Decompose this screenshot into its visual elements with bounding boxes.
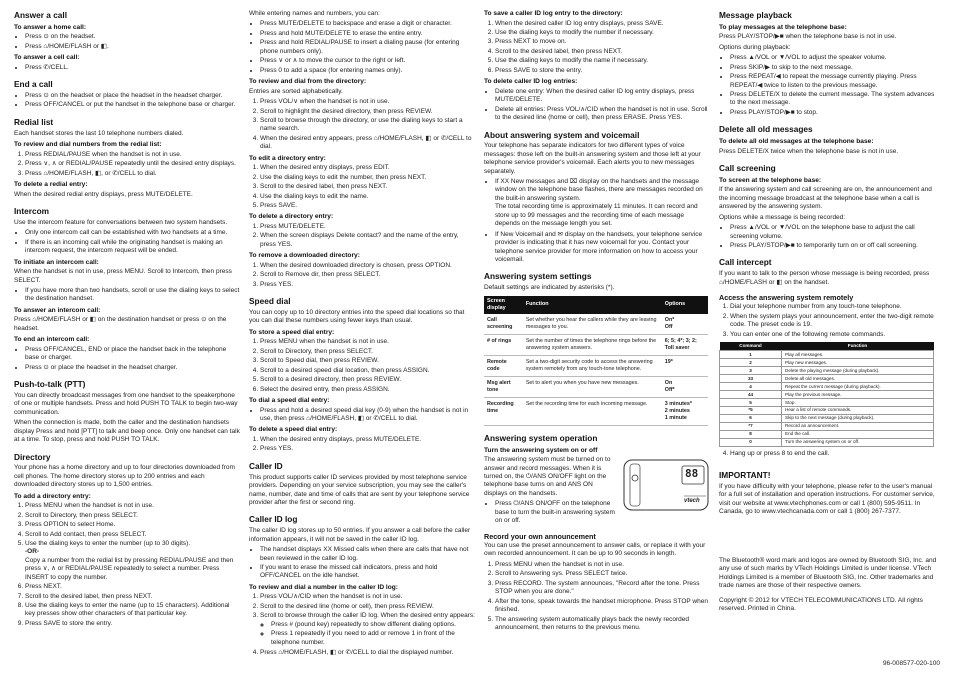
table-cell: Msg alert tone [484, 376, 523, 397]
list-item: 7. Scroll to the desired label, then press NEXT. [25, 593, 240, 601]
answer-home-subheading: To answer a home call: [14, 23, 87, 31]
delete-dir-steps [249, 223, 475, 249]
turn-onoff-subheading: Turn the answering system on or off [484, 446, 598, 454]
list-item: 1. Press VOL/∧/CID when the handset is not in use. [260, 593, 475, 601]
list-item: • Press ⏻/ANS ON/OFF on the telephone base to turn the built-in answering system on or off. [495, 500, 710, 525]
settings-table [484, 296, 708, 426]
redial-delete-subheading: To delete a redial entry: [14, 180, 88, 188]
list-item: 2. When the screen displays Delete contact? and the name of the entry, press YES. [260, 232, 475, 249]
list-item [495, 178, 710, 229]
turn-onoff-text: The answering system must be turned on to answer and record messages. When it is turned on, the ⏻/ANS ON/OFF light on the telephone base turns on and ANS ON displays on the handsets. [484, 456, 611, 497]
edit-dir-subheading: To edit a directory entry: [249, 154, 326, 162]
list-item: 1. Press MENU when the handset is not in use. [495, 561, 710, 569]
table-cell: Hear a list of remote commands. [782, 406, 934, 414]
list-item: 1. Dial your telephone number from any touch-tone telephone. [730, 303, 941, 311]
edit-dir-steps [249, 164, 475, 210]
table-cell: Repeat the current message (during playback). [782, 383, 934, 391]
intercept-text: If you want to talk to the person whose message is being recorded, press ⌂/HOME/FLASH or ◧ on the handset. [719, 270, 930, 286]
entering-list [249, 20, 475, 75]
table-cell: 6; 5; 4*; 3; 2; Toll saver [662, 334, 708, 355]
list-item: 2. Scroll to highlight the desired directory, then press REVIEW. [260, 108, 475, 116]
directory-add-subheading: To add a directory entry: [14, 492, 91, 500]
screening-options [719, 224, 941, 250]
caller-id-log-heading: Caller ID log [249, 514, 298, 525]
voicemail-para: The total recording time is approximately 11 minutes. It can record and store up to 99 messages and the recording time of each message depends on the message length you set. [495, 203, 698, 228]
list-item: • Press ∨ or ∧ to move the cursor to the right or left. [260, 57, 475, 65]
intercom-answer-subheading: To answer an intercom call: [14, 306, 101, 314]
column-1 [14, 10, 240, 630]
important-text: If you have difficulty with your telephone, please refer to the user's manual for a full set of installation and operation instructions. For customer service, visit our website at www.vtechphones.com or call 1 (800) 595-9511. In Canada, go to www.vtechcanada.com or call 1 (800) 267-7377. [719, 483, 935, 516]
list-item: 3. Press NEXT to move on. [495, 38, 710, 46]
intercom-init-text: When the handset is not in use, press MENU. Scroll to Intercom, then press SELECT. [14, 268, 232, 284]
table-row [720, 406, 934, 414]
list-item: 4. When the desired entry appears, press ⌂/HOME/FLASH, ◧ or ✆/CELL to dial. [260, 135, 475, 152]
speed-delete-subheading: To delete a speed dial entry: [249, 426, 338, 434]
list-item: 5. Use the dialing keys to modify the name if necessary. [495, 57, 710, 65]
delete-cid-list [484, 88, 710, 123]
list-item: • Delete one entry: When the desired caller ID log entry displays, press MUTE/DELETE. [495, 88, 710, 105]
list-item: 6. Press SAVE to store the entry. [495, 67, 710, 75]
list-item: 3. Press OPTION to select Home. [25, 521, 240, 529]
table-row [720, 383, 934, 391]
list-item: 4. Press ⌂/HOME/FLASH, ◧ or ✆/CELL to dial the displayed number. [260, 649, 475, 657]
intercom-intro: Use the intercom feature for conversations between two system handsets. [14, 218, 228, 226]
bullet-text: If XX New messages and ⌧ display on the handsets and the message window on the telephone base flashes, there are messages recorded on the built-in answering system. [495, 178, 703, 202]
list-item: 5. Press SAVE. [260, 202, 475, 210]
list-item: 1. When the desired downloaded directory is chosen, press OPTION. [260, 262, 475, 270]
list-item: 1. Press REDIAL/PAUSE when the handset is not in use. [25, 151, 240, 159]
table-cell: *5 [720, 406, 782, 414]
list-item: 1. Press MUTE/DELETE. [260, 223, 475, 231]
list-item: • If you have more than two handsets, scroll or use the dialing keys to select the destination handset. [25, 287, 240, 304]
screening-heading: Call screening [719, 163, 776, 174]
brand-logo: vtech [684, 498, 700, 505]
list-item: • If there is an incoming call while the originating handset is making an intercom request, the intercom request will be ended. [25, 239, 240, 256]
voicemail-intro: Your telephone has separate indicators for two different types of voice messages: those left on the built-in answering system and those left at your telephone service provider's voicemail. Each alerts you to new messages separately. [484, 142, 701, 175]
list-item: 1. Press MENU when the handset is not in use. [260, 338, 475, 346]
table-header: Options [662, 296, 708, 314]
list-item: • If you want to erase the missed call indicators, press and hold OFF/CANCEL on the idle handset. [260, 564, 475, 581]
table-row [720, 399, 934, 407]
table-row [484, 397, 708, 425]
table-row [720, 430, 934, 438]
table-cell: 8 [720, 430, 782, 438]
table-row [720, 438, 934, 446]
list-item [260, 612, 475, 647]
list-item: 2. Scroll to Remove dir, then press SELECT. [260, 271, 475, 279]
announcement-steps [484, 561, 710, 633]
delete-dir-subheading: To delete a directory entry: [249, 213, 334, 221]
table-cell: On* Off [662, 314, 708, 335]
table-cell: End the call. [782, 430, 934, 438]
voicemail-bullets [484, 178, 710, 264]
list-item [25, 540, 240, 582]
list-item: 4. Scroll to Add contact, then press SELECT. [25, 531, 240, 539]
delete-old-subheading: To delete all old messages at the telephone base: [719, 138, 874, 146]
table-cell: Play the previous message. [782, 391, 934, 399]
intercom-init-subheading: To initiate an intercom call: [14, 258, 99, 266]
list-item: 2. Scroll to Directory, then press SELECT. [260, 348, 475, 356]
answer-cell-list [14, 64, 240, 72]
announcement-subheading: Record your own announcement [484, 531, 596, 541]
table-header: Function [523, 296, 662, 314]
table-cell: Play all messages. [782, 351, 934, 359]
column-2 [249, 10, 475, 659]
list-item: 2. When the system plays your announcement, enter the two-digit remote code. The preset code is 19. [730, 313, 941, 330]
screening-options-intro: Options while a message is being recorded: [719, 213, 846, 221]
table-header: Function [782, 342, 934, 350]
playback-heading: Message playback [719, 10, 792, 20]
list-item: 1. Press MENU when the handset is not in use. [25, 502, 240, 510]
list-item: 2. Use the dialing keys to edit the number, then press NEXT. [260, 174, 475, 182]
settings-heading: Answering system settings [484, 271, 592, 282]
caller-id-heading: Caller ID [249, 460, 283, 471]
list-item: • Press and hold MUTE/DELETE to erase the entire entry. [260, 30, 475, 38]
or-label: -OR- [25, 548, 40, 556]
answer-cell-subheading: To answer a cell call: [14, 54, 80, 62]
table-header: Screen display [484, 296, 523, 314]
table-cell: Recording time [484, 397, 523, 425]
playback-options-intro: Options during playback: [719, 43, 791, 51]
directory-add-steps [14, 502, 240, 628]
list-item: • Press and hold REDIAL/PAUSE to insert a dialing pause (for entering phone numbers only). [260, 39, 475, 56]
list-item: 2. Scroll to Answering sys. Press SELECT twice. [495, 570, 710, 578]
table-cell: Record an announcement. [782, 422, 934, 430]
review-dir-steps [249, 98, 475, 152]
table-cell: Set the recording time for each incoming message. [523, 397, 662, 425]
list-item: 3. Scroll to Speed dial, then press REVIEW. [260, 357, 475, 365]
table-row [484, 355, 708, 376]
table-header-row [720, 342, 934, 350]
entering-intro: While entering names and numbers, you can: [249, 10, 380, 17]
ptt-heading: Push-to-talk (PTT) [14, 379, 86, 390]
list-item: 1. When the desired caller ID log entry displays, press SAVE. [495, 20, 710, 28]
caller-id-intro: This product supports caller ID services provided by most telephone service providers. Depending on your service subscription, you may see the caller's name, number, date and time of calls that are sent by your telephone service provider after the first or second ring. [249, 473, 470, 506]
table-cell: Turn the answering system on or off. [782, 438, 934, 446]
list-item: 3. You can enter one of the following remote commands. [730, 331, 941, 339]
intercom-init-bullets [14, 287, 240, 304]
caller-id-log-intro: The caller ID log stores up to 50 entries. If you answer a call before the caller information appears, it will not be saved in the caller ID log. [249, 527, 471, 543]
redial-delete-text: When the desired redial entry displays, press MUTE/DELETE. [14, 190, 193, 198]
intercom-end-list [14, 346, 240, 372]
table-cell: 1 [720, 351, 782, 359]
telephone-base-illustration [622, 456, 710, 514]
table-cell: Delete all old messages. [782, 375, 934, 383]
table-cell: 4 [720, 383, 782, 391]
playback-text: Press PLAY/STOP/▶■ when the telephone base is not in use. [719, 33, 897, 41]
playback-subheading: To play messages at the telephone base: [719, 23, 847, 31]
directory-intro: Your phone has a home directory and up to four directories downloaded from cell phones. The home directory stores up to 200 entries and each downloaded directory stores up to 1,500 entries. [14, 464, 235, 489]
list-item: • Press DELETE/X to delete the current message. The system advances to the next message. [730, 91, 941, 108]
step-text: Scroll to browse through the caller ID log. When the desired entry appears: [260, 612, 475, 620]
list-item: 5. The answering system automatically plays back the newly recorded announcement, then returns to the previous menu. [495, 616, 710, 633]
list-item: 2. Press ∨, ∧ or REDIAL/PAUSE repeatedly until the desired entry displays. [25, 160, 240, 168]
remote-steps [719, 303, 941, 339]
list-item: • Press OFF/CANCEL, END or place the handset back in the telephone base or charger. [25, 346, 240, 363]
list-item: • Press ⊙ on the headset. [25, 33, 240, 41]
table-cell: Play new messages. [782, 359, 934, 367]
settings-intro: Default settings are indicated by asterisks (*). [484, 284, 615, 292]
remove-dl-subheading: To remove a downloaded directory: [249, 252, 360, 260]
review-dir-intro: Entries are sorted alphabetically. [249, 87, 343, 95]
list-item: 6. Press NEXT. [25, 583, 240, 591]
table-row [484, 334, 708, 355]
redial-review-subheading: To review and dial numbers from the redial list: [14, 141, 162, 149]
table-cell: Set to alert you when you have new messages. [523, 376, 662, 397]
table-header-row [484, 296, 708, 314]
table-cell: 19* [662, 355, 708, 376]
list-item: • Press ⌂/HOME/FLASH or ◧. [25, 43, 240, 51]
remote-subheading: Access the answering system remotely [719, 293, 854, 303]
delete-cid-subheading: To delete caller ID log entries: [484, 78, 578, 86]
screening-text: If the answering system and call screening are on, the announcement and the incoming message broadcast at the telephone base when a call is answered by the answering system. [719, 186, 932, 211]
list-item: • Press SKIP/▶ to skip to the next message. [730, 64, 941, 72]
ptt-para-2: When the connection is made, both the caller and the destination handsets display Press and hold [PTT] to talk and beep once. Only one handset can talk at a time. To stop, press and hold PUSH TO TALK. [14, 419, 240, 444]
list-item: • Press ▲/VOL or ▼/VOL to adjust the speaker volume. [730, 54, 941, 62]
table-row [720, 391, 934, 399]
operation-heading: Answering system operation [484, 432, 598, 443]
list-item: • Delete all entries: Press VOL/∧/CID when the handset is not in use. Scroll to the desired line (home or cell), then press ERASE. Press YES. [495, 106, 710, 123]
list-item: 6. Select the desired entry, then press ASSIGN. [260, 386, 475, 394]
bluetooth-trademark-text: The Bluetooth® word mark and logos are owned by Bluetooth SIG, Inc. and any use of such marks by VTech Holdings Limited is under license. VTech Holdings Limited is a member of Bluetooth SIG, Inc. Other trademarks and trade names are those of their respective owners. [719, 556, 937, 590]
list-item: 1. When the desired entry displays, press MUTE/DELETE. [260, 436, 475, 444]
cid-sub-list [260, 621, 475, 647]
list-item: • Press PLAY/STOP/▶■ to stop. [730, 109, 941, 117]
table-cell: Skip to the next message (during playback). [782, 414, 934, 422]
list-item: • Press PLAY/STOP/▶■ to temporarily turn on or off call screening. [730, 242, 941, 250]
playback-options [719, 54, 941, 117]
redial-heading: Redial list [14, 116, 54, 127]
remote-steps-end [719, 450, 941, 458]
remote-command-table [719, 342, 934, 447]
list-item: • Press REPEAT/◀ to repeat the message currently playing. Press REPEAT/◀ twice to listen to the previous message. [730, 73, 941, 90]
end-call-list [14, 92, 240, 110]
list-item: 4. Use the dialing keys to edit the name. [260, 193, 475, 201]
list-item: 2. Scroll to Directory, then press SELECT. [25, 512, 240, 520]
voicemail-heading: About answering system and voicemail [484, 129, 640, 140]
list-item: 4. Scroll to the desired label, then press NEXT. [495, 48, 710, 56]
directory-heading: Directory [14, 451, 51, 462]
intercom-heading: Intercom [14, 205, 50, 216]
announcement-intro: You can use the preset announcement to answer calls, or replace it with your own recorded announcement. It can be up to 90 seconds in length. [484, 542, 706, 558]
save-cid-steps [484, 20, 710, 76]
list-item: 9. Press SAVE to store the entry. [25, 620, 240, 628]
list-item: • Only one intercom call can be established with two handsets at a time. [25, 229, 240, 237]
caller-id-log-bullets [249, 546, 475, 581]
cid-review-subheading: To review and dial a number in the caller ID log: [249, 583, 398, 591]
table-cell: On Off* [662, 376, 708, 397]
table-row [720, 351, 934, 359]
column-3 [484, 10, 710, 634]
important-heading: IMPORTANT! [719, 470, 771, 481]
speed-store-subheading: To store a speed dial entry: [249, 328, 335, 336]
intercom-answer-text: Press ⌂/HOME/FLASH or ◧ on the destination handset or press ⊙ on the headset. [14, 316, 227, 332]
list-item: • Press 0 to add a space (for entering names only). [260, 67, 475, 75]
list-item: 1. When the desired entry displays, press EDIT. [260, 164, 475, 172]
answer-home-list [14, 33, 240, 51]
list-item: 2. Use the dialing keys to modify the number if necessary. [495, 29, 710, 37]
table-row [720, 359, 934, 367]
table-cell: Delete the playing message (during playback). [782, 367, 934, 375]
list-item: • Press and hold a desired speed dial key (0-9) when the handset is not in use, then press ⌂/HOME/FLASH, ◧ or ✆/CELL to dial. [260, 407, 475, 424]
copy-text: Copy a number from the redial list by pressing REDIAL/PAUSE and then press ∨, ∧ or REDIAL/PAUSE repeatedly to select a number. Press INSERT to copy the number. [25, 556, 234, 581]
list-item: 2. Scroll to the desired line (home or cell), then press REVIEW. [260, 603, 475, 611]
list-item: 3. Scroll to the desired label, then press NEXT. [260, 183, 475, 191]
list-item: 2. Press YES. [260, 445, 475, 453]
list-item: 3. Press RECORD. The system announces, "Record after the tone. Press STOP when you are done." [495, 580, 710, 597]
speed-dial-heading: Speed dial [249, 296, 291, 307]
table-cell: Set the number of times the telephone rings before the answering system answers. [523, 334, 662, 355]
table-cell: 0 [720, 438, 782, 446]
table-row [720, 422, 934, 430]
save-cid-subheading: To save a caller ID log entry to the directory: [484, 10, 623, 17]
column-4 [719, 10, 941, 615]
screening-subheading: To screen at the telephone base: [719, 176, 822, 184]
list-item: • If New Voicemail and ✉ display on the handsets, your telephone service provider is indicating that it has new voicemail for you. Contact your telephone service provider for more information on how to access your voicemail. [495, 231, 710, 265]
list-item: • Press ⊙ or place the headset in the headset charger. [25, 364, 240, 372]
list-item: • Press OFF/CANCEL or put the handset in the telephone base or charger. [25, 101, 240, 109]
list-item: ◦ Press # (pound key) repeatedly to show different dialing options. [271, 621, 475, 629]
table-row [720, 414, 934, 422]
table-row [720, 367, 934, 375]
review-dir-subheading: To review and dial from the directory: [249, 78, 367, 86]
list-item: 5. Scroll to a desired directory, then press REVIEW. [260, 376, 475, 384]
speed-delete-steps [249, 436, 475, 454]
end-call-heading: End a call [14, 79, 53, 90]
list-item: • The handset displays XX Missed calls when there are calls that have not been reviewed in the caller ID log. [260, 546, 475, 563]
list-item: • Press ✆/CELL. [25, 64, 240, 72]
ptt-para-1: You can directly broadcast messages from one handset to the speakerphone of one or multiple handsets. Press and hold PUSH TO TALK to begin two-way communication. [14, 391, 238, 416]
table-row [720, 375, 934, 383]
speed-dial-subheading: To dial a speed dial entry: [249, 397, 330, 405]
list-item: 3. Press ⌂/HOME/FLASH, ◧, or ✆/CELL to dial. [25, 170, 240, 178]
intercept-heading: Call intercept [719, 257, 772, 268]
table-cell: Set whether you hear the callers while they are leaving messages to you. [523, 314, 662, 335]
table-cell: 33 [720, 375, 782, 383]
speed-store-steps [249, 338, 475, 394]
table-cell: Remote code [484, 355, 523, 376]
table-header: Command [720, 342, 782, 350]
cid-review-steps [249, 593, 475, 657]
table-cell: Stop. [782, 399, 934, 407]
intercom-end-subheading: To end an intercom call: [14, 336, 90, 344]
delete-old-text: Press DELETE/X twice when the telephone base is not in use. [719, 147, 899, 155]
list-item: 4. After the tone, speak towards the handset microphone. Press STOP when finished. [495, 598, 710, 615]
speed-dial-list [249, 407, 475, 424]
list-item: • Press ▲/VOL or ▼/VOL on the telephone base to adjust the call screening volume. [730, 224, 941, 241]
redial-steps [14, 151, 240, 178]
list-item: 4. Scroll to a desired speed dial location, then press ASSIGN. [260, 367, 475, 375]
intercom-bullets [14, 229, 240, 255]
list-item: • Press ⊙ on the headset or place the headset in the headset charger. [25, 92, 240, 100]
delete-old-heading: Delete all old messages [719, 124, 813, 135]
lcd-readout: 88 [685, 467, 699, 481]
table-cell: 3 [720, 367, 782, 375]
list-item: • Press MUTE/DELETE to backspace and erase a digit or character. [260, 20, 475, 28]
table-cell: 44 [720, 391, 782, 399]
step-text: Use the dialing keys to enter the number (up to 30 digits). [25, 539, 191, 547]
table-row [484, 314, 708, 335]
table-cell: 3 minutes* 2 minutes 1 minute [662, 397, 708, 425]
table-cell: 6 [720, 414, 782, 422]
list-item: 8. Use the dialing keys to enter the name (up to 15 characters). Additional key presses show other characters of that particular key. [25, 602, 240, 619]
remove-dl-steps [249, 262, 475, 289]
answer-call-heading: Answer a call [14, 10, 68, 20]
copyright-text: Copyright © 2012 for VTECH TELECOMMUNICATIONS LTD. All rights reserved. Printed in China. [719, 596, 923, 612]
list-item: 4. Hang up or press 8 to end the call. [730, 450, 941, 458]
redial-intro: Each handset stores the last 10 telephone numbers dialed. [14, 129, 184, 137]
table-row [484, 376, 708, 397]
table-cell: 5 [720, 399, 782, 407]
list-item: ◦ Press 1 repeatedly if you need to add or remove 1 in front of the telephone number. [271, 630, 475, 647]
document-code: 96-008577-020-100 [882, 660, 940, 667]
list-item: 3. Scroll to browse through the directory, or use the dialing keys to start a name search. [260, 117, 475, 134]
table-cell: *7 [720, 422, 782, 430]
speed-dial-intro: You can copy up to 10 directory entries into the speed dial locations so that you can dial these numbers using fewer keys than usual. [249, 308, 465, 325]
table-cell: 2 [720, 359, 782, 367]
list-item: 1. Press VOL/∨ when the handset is not in use. [260, 98, 475, 106]
table-cell: # of rings [484, 334, 523, 355]
list-item: 3. Press YES. [260, 281, 475, 289]
table-cell: Set a two-digit security code to access the answering system remotely from any touch-tone telephone. [523, 355, 662, 376]
table-cell: Call screening [484, 314, 523, 335]
